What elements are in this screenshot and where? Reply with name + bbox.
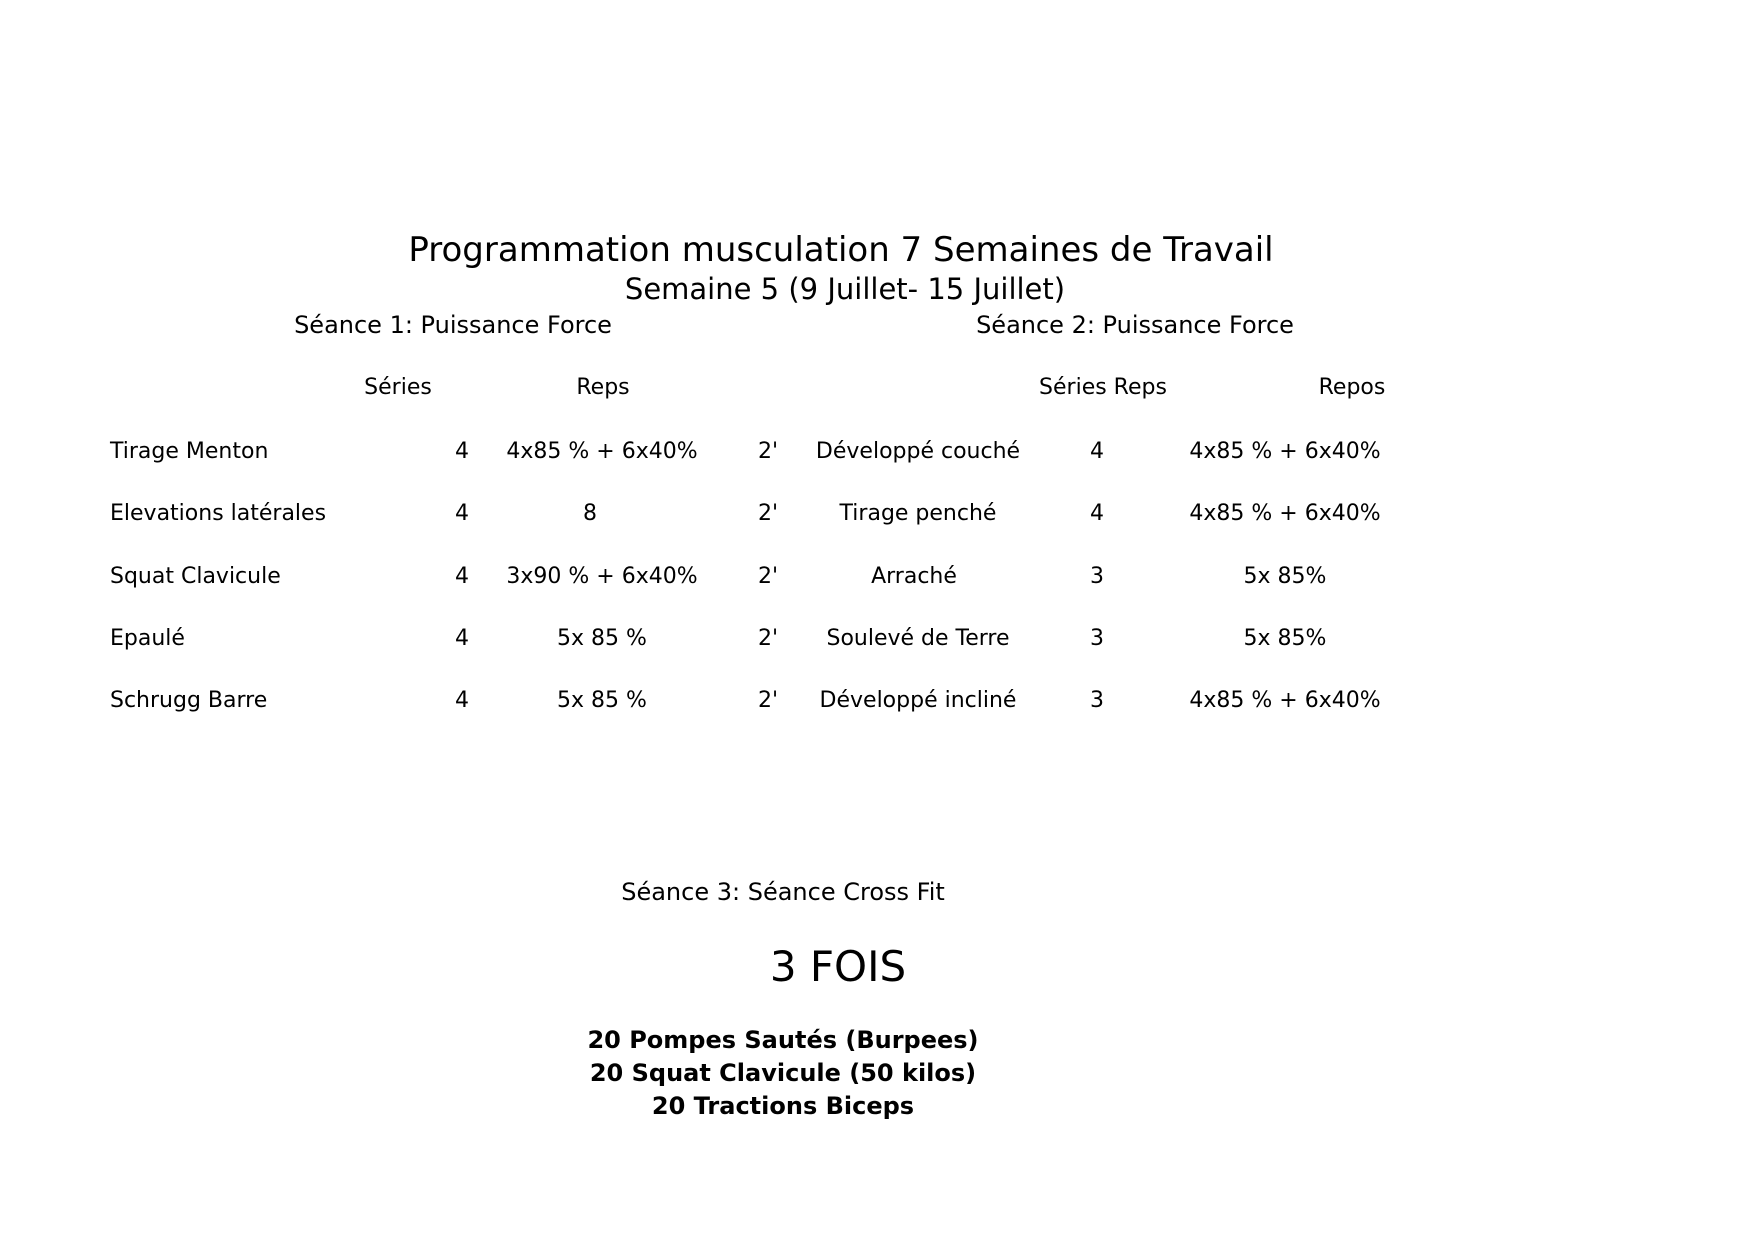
seance1-series: 4 — [455, 564, 469, 589]
seance2-exercise: Développé couché — [815, 439, 1021, 464]
seance2-exercise: Arraché — [871, 564, 957, 589]
seance1-reps: 3x90 % + 6x40% — [506, 564, 698, 589]
seance1-series: 4 — [455, 439, 469, 464]
seance1-rest: 2' — [757, 688, 779, 713]
seance1-rest: 2' — [757, 626, 779, 651]
seance3-item: 20 Tractions Biceps — [651, 1092, 915, 1120]
seance1-header-series: Séries — [364, 375, 432, 400]
seance2-reps: 4x85 % + 6x40% — [1189, 439, 1381, 464]
seance1-reps: 5x 85 % — [557, 626, 647, 651]
seance2-series: 3 — [1090, 626, 1104, 651]
seance2-series: 4 — [1090, 439, 1104, 464]
seance1-header-reps: Reps — [576, 375, 630, 400]
seance1-exercise: Schrugg Barre — [110, 688, 268, 713]
seance1-exercise: Squat Clavicule — [110, 564, 281, 589]
seance3-item: 20 Pompes Sautés (Burpees) — [587, 1026, 979, 1054]
seance2-exercise: Développé incliné — [819, 688, 1017, 713]
seance1-reps: 5x 85 % — [557, 688, 647, 713]
seance1-reps: 4x85 % + 6x40% — [506, 439, 698, 464]
seance3-item: 20 Squat Clavicule (50 kilos) — [589, 1059, 977, 1087]
seance2-series: 3 — [1090, 564, 1104, 589]
seance1-rest: 2' — [757, 501, 779, 526]
seance2-reps: 4x85 % + 6x40% — [1189, 501, 1381, 526]
seance2-reps: 5x 85% — [1243, 564, 1327, 589]
seance1-exercise: Epaulé — [110, 626, 185, 651]
seance1-reps: 8 — [583, 501, 597, 526]
seance2-heading: Séance 2: Puissance Force — [976, 311, 1294, 339]
seance2-reps: 5x 85% — [1243, 626, 1327, 651]
seance2-reps: 4x85 % + 6x40% — [1189, 688, 1381, 713]
seance2-series: 4 — [1090, 501, 1104, 526]
seance3-rounds: 3 FOIS — [769, 942, 907, 991]
seance3-heading: Séance 3: Séance Cross Fit — [621, 878, 945, 906]
seance2-exercise: Soulevé de Terre — [826, 626, 1010, 651]
seance2-header-repos: Repos — [1318, 375, 1386, 400]
seance1-series: 4 — [455, 501, 469, 526]
seance1-series: 4 — [455, 626, 469, 651]
seance2-series: 3 — [1090, 688, 1104, 713]
seance1-exercise: Tirage Menton — [110, 439, 269, 464]
seance1-exercise: Elevations latérales — [110, 501, 327, 526]
seance1-rest: 2' — [757, 439, 779, 464]
seance2-header-series-reps: Séries Reps — [1039, 375, 1167, 400]
page-title: Programmation musculation 7 Semaines de Travail — [408, 230, 1274, 270]
seance1-heading: Séance 1: Puissance Force — [294, 311, 612, 339]
page-subtitle: Semaine 5 (9 Juillet- 15 Juillet) — [624, 272, 1066, 306]
seance1-rest: 2' — [757, 564, 779, 589]
seance1-series: 4 — [455, 688, 469, 713]
seance2-exercise: Tirage penché — [839, 501, 997, 526]
